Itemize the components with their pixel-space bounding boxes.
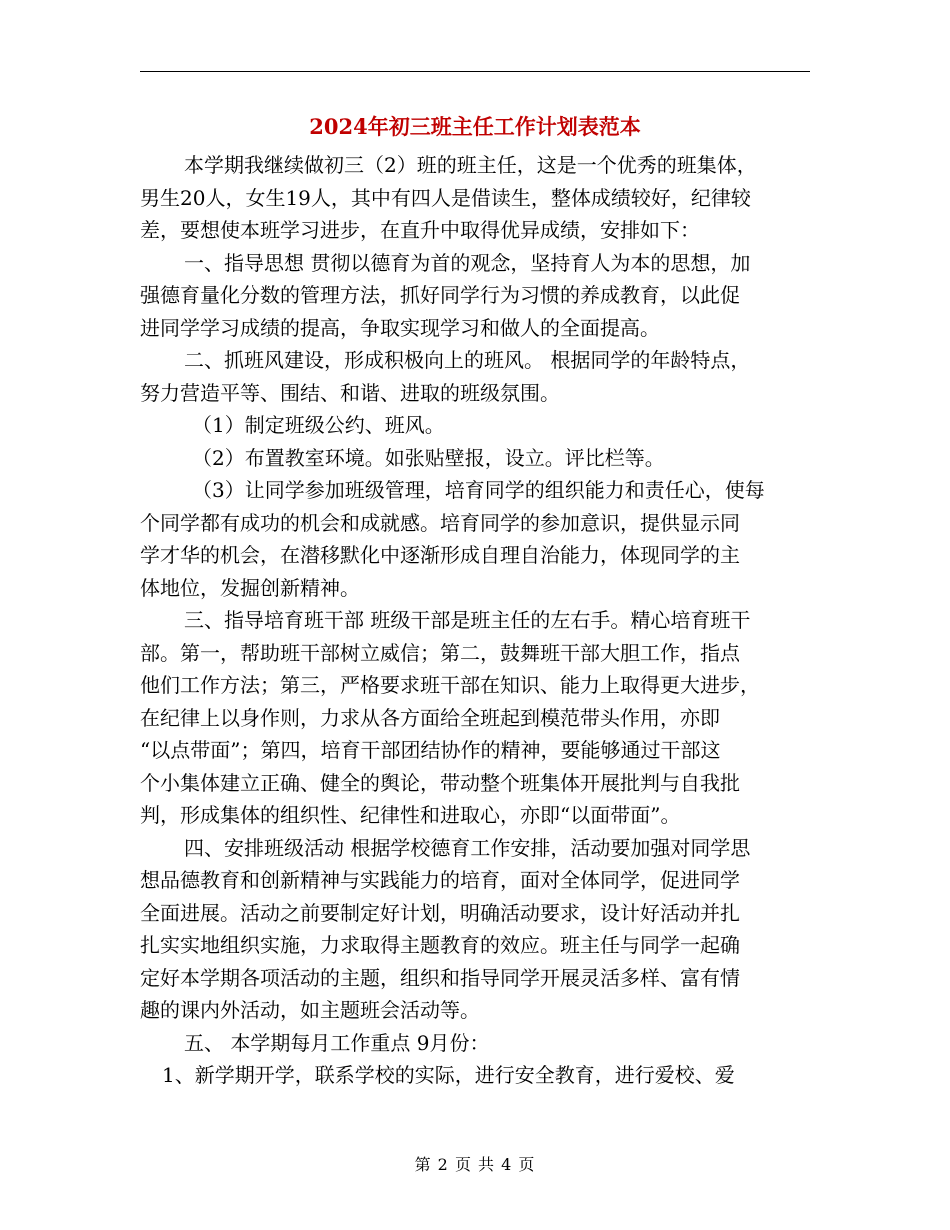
header-rule: [140, 71, 810, 72]
text-line: 四、安排班级活动 根据学校德育工作安排，活动要加强对同学思: [184, 835, 751, 860]
text-line: 五、 本学期每月工作重点 9月份：: [184, 1030, 490, 1055]
paragraph-monthly-focus: [140, 1027, 820, 1060]
text-line: 差，要想使本班学习进步，在直升中取得优异成绩，安排如下：: [140, 218, 700, 242]
paragraph-class-spirit: [140, 344, 820, 409]
text-line: 个同学都有成功的机会和成就感。培育同学的参加意识，提供显示同: [140, 510, 740, 535]
text-line: 体地位，发掘创新精神。: [140, 575, 360, 600]
paragraph-class-activities: [140, 832, 820, 1027]
text-line: “以点带面”；第四，培育干部团结协作的精神，要能够通过干部这: [140, 738, 721, 762]
text-line: 男生20人，女生19人，其中有四人是借读生，整体成绩较好，纪律较: [140, 185, 751, 210]
paragraph-guiding-ideology: [140, 247, 820, 345]
text-line: （3）让同学参加班级管理，培育同学的组织能力和责任心，使每: [192, 478, 765, 502]
text-line: 1、新学期开学，联系学校的实际，进行安全教育，进行爱校、爱: [162, 1063, 735, 1087]
text-line: 一、指导思想 贯彻以德育为首的观念，坚持育人为本的思想，加: [184, 250, 751, 275]
paragraph-september-item-1: [140, 1059, 820, 1092]
text-line: 想品德教育和创新精神与实践能力的培育，面对全体同学，促进同学: [140, 868, 740, 892]
text-line: 他们工作方法；第三，严格要求班干部在知识、能力上取得更大进步，: [140, 673, 760, 697]
paragraph-item-2: [140, 442, 820, 475]
text-line: 判，形成集体的组织性、纪律性和进取心，亦即“以面带面”。: [140, 803, 681, 827]
text-line: 扎实实地组织实施，力求取得主题教育的效应。班主任与同学一起确: [140, 933, 740, 957]
document-body: [140, 149, 820, 1092]
text-line: 进同学学习成绩的提高，争取实现学习和做人的全面提高。: [140, 315, 660, 340]
text-line: 个小集体建立正确、健全的舆论，带动整个班集体开展批判与自我批: [140, 770, 740, 795]
text-line: 趣的课内外活动，如主题班会活动等。: [140, 998, 480, 1022]
text-line: 二、抓班风建设，形成积极向上的班风。 根据同学的年龄特点，: [184, 348, 751, 372]
text-line: （1）制定班级公约、班风。: [192, 413, 445, 437]
paragraph-intro: [140, 149, 820, 247]
text-line: （2）布置教室环境。如张贴壁报，设立。评比栏等。: [192, 445, 665, 470]
paragraph-item-1: [140, 409, 820, 442]
text-line: 部。第一，帮助班干部树立威信；第二，鼓舞班干部大胆工作，指点: [140, 640, 740, 665]
text-line: 强德育量化分数的管理方法，抓好同学行为习惯的养成教育，以此促: [140, 283, 740, 307]
text-line: 在纪律上以身作则，力求从各方面给全班起到模范带头作用，亦即: [140, 705, 720, 730]
document-title: 2024年初三班主任工作计划表范本: [309, 114, 641, 139]
text-line: 三、指导培育班干部 班级干部是班主任的左右手。精心培育班干: [184, 608, 751, 632]
text-line: 定好本学期各项活动的主题，组织和指导同学开展灵活多样、富有情: [140, 965, 740, 990]
paragraph-item-3: [140, 474, 820, 604]
page-number-footer: 第 2 页 共 4 页: [414, 1155, 536, 1174]
text-line: 全面进展。活动之前要制定好计划，明确活动要求，设计好活动并扎: [140, 900, 740, 925]
text-line: 本学期我继续做初三（2）班的班主任，这是一个优秀的班集体，: [184, 153, 757, 177]
text-line: 努力营造平等、围结、和谐、进取的班级氛围。: [140, 380, 560, 405]
paragraph-class-cadres: [140, 604, 820, 832]
text-line: 学才华的机会，在潜移默化中逐渐形成自理自治能力，体现同学的主: [140, 543, 740, 567]
